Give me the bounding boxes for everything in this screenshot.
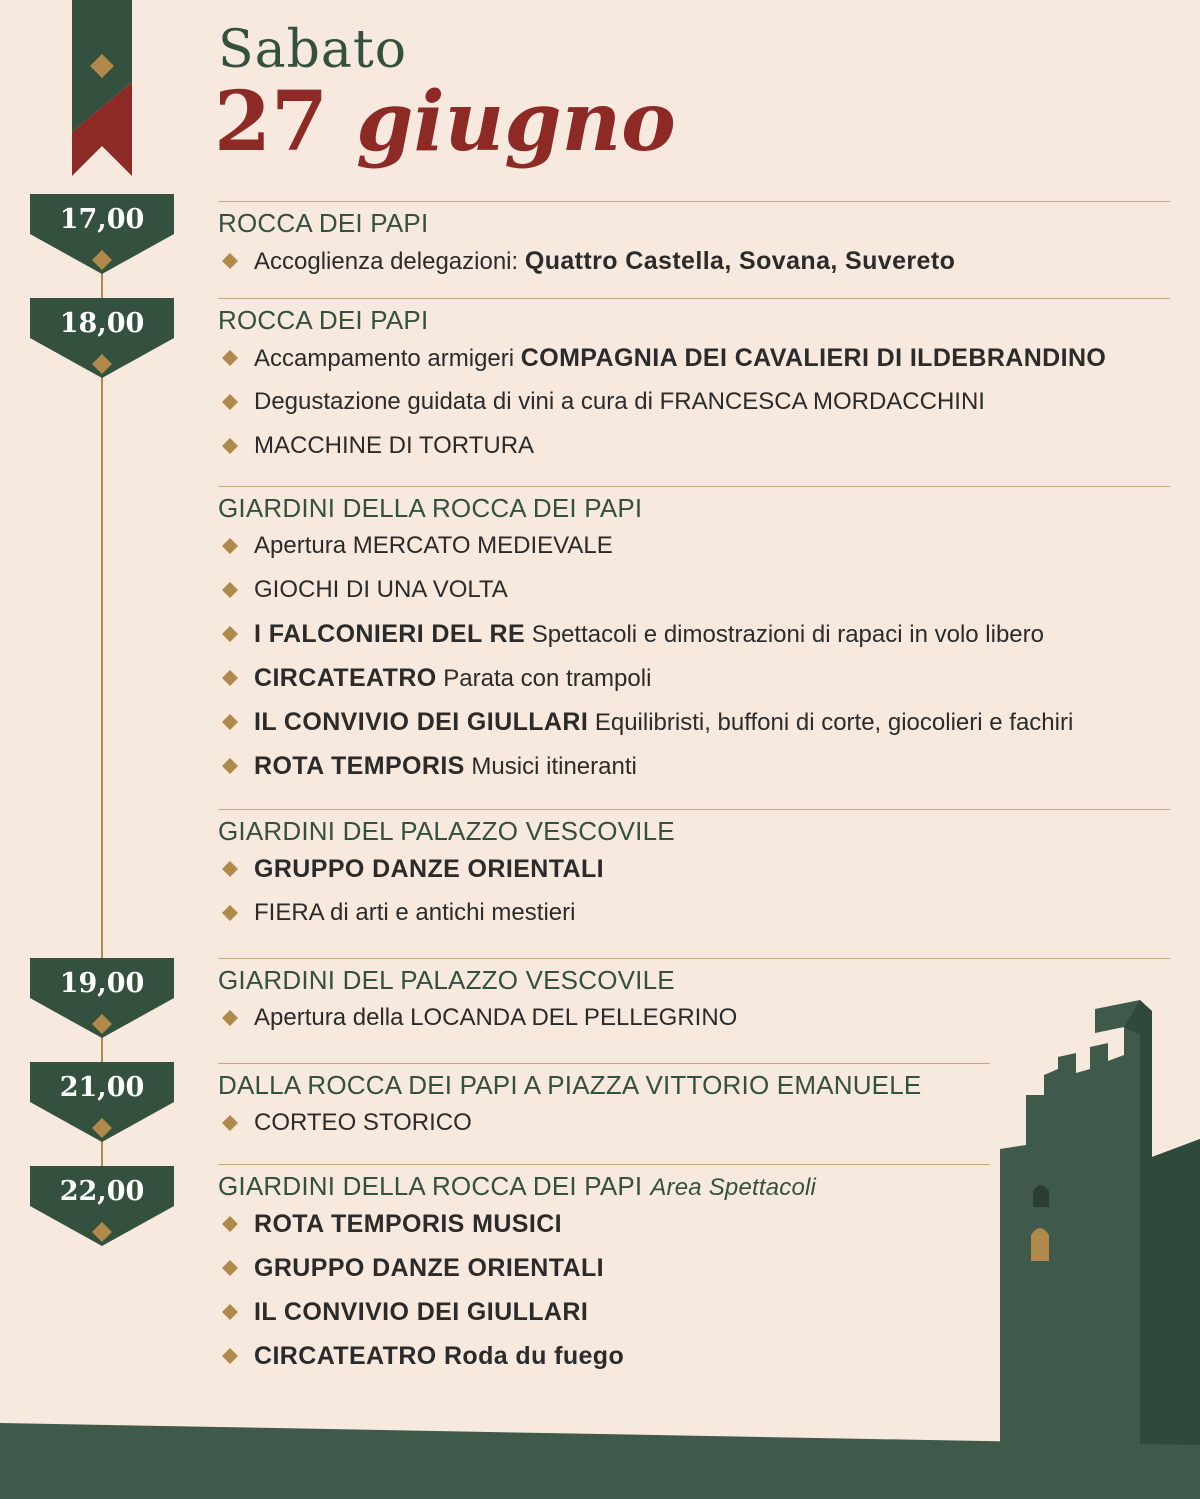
diamond-bullet-icon xyxy=(222,1260,238,1276)
venue-heading xyxy=(218,208,1170,239)
list-item xyxy=(218,1246,990,1290)
venue-name: GIARDINI DEL PALAZZO VESCOVILE xyxy=(218,965,675,995)
item-text: Accampamento armigeri xyxy=(254,345,521,372)
list-item xyxy=(218,700,1170,744)
section-divider xyxy=(218,1063,990,1064)
venue-heading xyxy=(218,1171,990,1202)
venue-name: GIARDINI DEL PALAZZO VESCOVILE xyxy=(218,816,675,846)
item-text: FIERA di arti e antichi mestieri xyxy=(254,899,576,926)
item-text: Accoglienza delegazioni: xyxy=(254,248,525,275)
time-badge xyxy=(30,1166,174,1246)
item-highlight: COMPAGNIA DEI CAVALIERI DI ILDEBRANDINO xyxy=(520,344,1107,372)
venue-heading xyxy=(218,493,1170,524)
diamond-bullet-icon xyxy=(222,861,238,877)
time-label: 21,00 xyxy=(59,1072,145,1103)
section-divider xyxy=(218,958,1170,959)
item-highlight: IL CONVIVIO DEI GIULLARI xyxy=(254,1298,589,1326)
diamond-bullet-icon xyxy=(222,394,238,410)
list-item xyxy=(218,1101,990,1145)
item-text: Apertura della LOCANDA DEL PELLEGRINO xyxy=(254,1004,738,1031)
item-highlight: IL CONVIVIO DEI GIULLARI xyxy=(254,708,589,736)
item-highlight: ROTA TEMPORIS xyxy=(254,752,465,780)
time-label: 22,00 xyxy=(59,1176,145,1207)
venue-heading xyxy=(218,1070,990,1101)
diamond-bullet-icon xyxy=(222,1348,238,1364)
time-label: 17,00 xyxy=(59,204,145,235)
list-item xyxy=(218,1202,990,1246)
section-divider xyxy=(218,809,1170,810)
item-description: Spettacoli e dimostrazioni di rapaci in volo libero xyxy=(525,621,1044,648)
section-divider xyxy=(218,486,1170,487)
venue-note: Area Spettacoli xyxy=(650,1174,817,1201)
diamond-bullet-icon xyxy=(222,670,238,686)
item-highlight: GRUPPO DANZE ORIENTALI xyxy=(254,1254,605,1282)
diamond-bullet-icon xyxy=(222,438,238,454)
schedule-section xyxy=(218,486,1170,788)
diamond-bullet-icon xyxy=(222,253,238,269)
page-title-date xyxy=(214,74,676,170)
diamond-bullet-icon xyxy=(222,1115,238,1131)
venue-heading xyxy=(218,816,1170,847)
venue-heading xyxy=(218,305,1170,336)
item-highlight: Quattro Castella, Sovana, Suvereto xyxy=(524,247,956,275)
diamond-bullet-icon xyxy=(222,626,238,642)
diamond-bullet-icon xyxy=(222,905,238,921)
time-label: 18,00 xyxy=(59,308,145,339)
schedule-section xyxy=(218,298,1170,468)
list-item xyxy=(218,656,1170,700)
schedule-section xyxy=(218,809,1170,935)
diamond-bullet-icon xyxy=(222,538,238,554)
time-badge xyxy=(30,298,174,378)
item-description: Equilibristi, buffoni di corte, giocolieri e fachiri xyxy=(588,709,1074,736)
item-highlight: I FALCONIERI DEL RE xyxy=(254,620,526,648)
list-item xyxy=(218,612,1170,656)
section-divider xyxy=(218,1164,990,1165)
diamond-bullet-icon xyxy=(222,1010,238,1026)
list-item xyxy=(218,424,1170,468)
time-badge xyxy=(30,958,174,1038)
item-text: MACCHINE DI TORTURA xyxy=(254,432,535,459)
bookmark-ribbon xyxy=(72,0,132,176)
item-highlight: ROTA TEMPORIS MUSICI xyxy=(254,1210,562,1238)
page-title-day: Sabato xyxy=(218,20,408,80)
list-item xyxy=(218,744,1170,788)
item-text: Degustazione guidata di vini a cura di FRANCESCA MORDACCHINI xyxy=(254,388,985,415)
list-item xyxy=(218,336,1170,380)
schedule-section xyxy=(218,201,1170,283)
ground-strip xyxy=(0,1419,1200,1499)
diamond-bullet-icon xyxy=(222,1304,238,1320)
venue-name: ROCCA DEI PAPI xyxy=(218,305,429,335)
list-item xyxy=(218,1290,990,1334)
venue-name: GIARDINI DELLA ROCCA DEI PAPI xyxy=(218,1171,643,1201)
section-divider xyxy=(218,201,1170,202)
venue-heading xyxy=(218,965,1170,996)
diamond-bullet-icon xyxy=(222,350,238,366)
diamond-bullet-icon xyxy=(222,582,238,598)
list-item xyxy=(218,891,1170,935)
diamond-bullet-icon xyxy=(222,714,238,730)
venue-name: GIARDINI DELLA ROCCA DEI PAPI xyxy=(218,493,643,523)
section-divider xyxy=(218,298,1170,299)
date-month: giugno xyxy=(356,74,676,170)
schedule-section xyxy=(218,1164,990,1378)
venue-name: ROCCA DEI PAPI xyxy=(218,208,429,238)
date-number: 27 xyxy=(214,74,329,170)
item-highlight: CIRCATEATRO xyxy=(254,664,437,692)
diamond-bullet-icon xyxy=(222,758,238,774)
item-text: CORTEO STORICO xyxy=(254,1109,472,1136)
venue-name: DALLA ROCCA DEI PAPI A PIAZZA VITTORIO EMANUELE xyxy=(218,1070,922,1100)
item-description: Musici itineranti xyxy=(464,753,637,780)
list-item xyxy=(218,847,1170,891)
time-badge xyxy=(30,1062,174,1142)
time-label: 19,00 xyxy=(59,968,145,999)
list-item xyxy=(218,524,1170,568)
list-item xyxy=(218,568,1170,612)
item-description: Parata con trampoli xyxy=(436,665,652,692)
item-text: Apertura MERCATO MEDIEVALE xyxy=(254,532,613,559)
list-item xyxy=(218,239,1170,283)
item-highlight: GRUPPO DANZE ORIENTALI xyxy=(254,855,605,883)
item-highlight: CIRCATEATRO Roda du fuego xyxy=(254,1342,625,1370)
time-badge xyxy=(30,194,174,274)
list-item xyxy=(218,380,1170,424)
list-item xyxy=(218,1334,990,1378)
diamond-bullet-icon xyxy=(222,1216,238,1232)
item-text: GIOCHI DI UNA VOLTA xyxy=(254,576,508,603)
schedule-section xyxy=(218,1063,990,1145)
